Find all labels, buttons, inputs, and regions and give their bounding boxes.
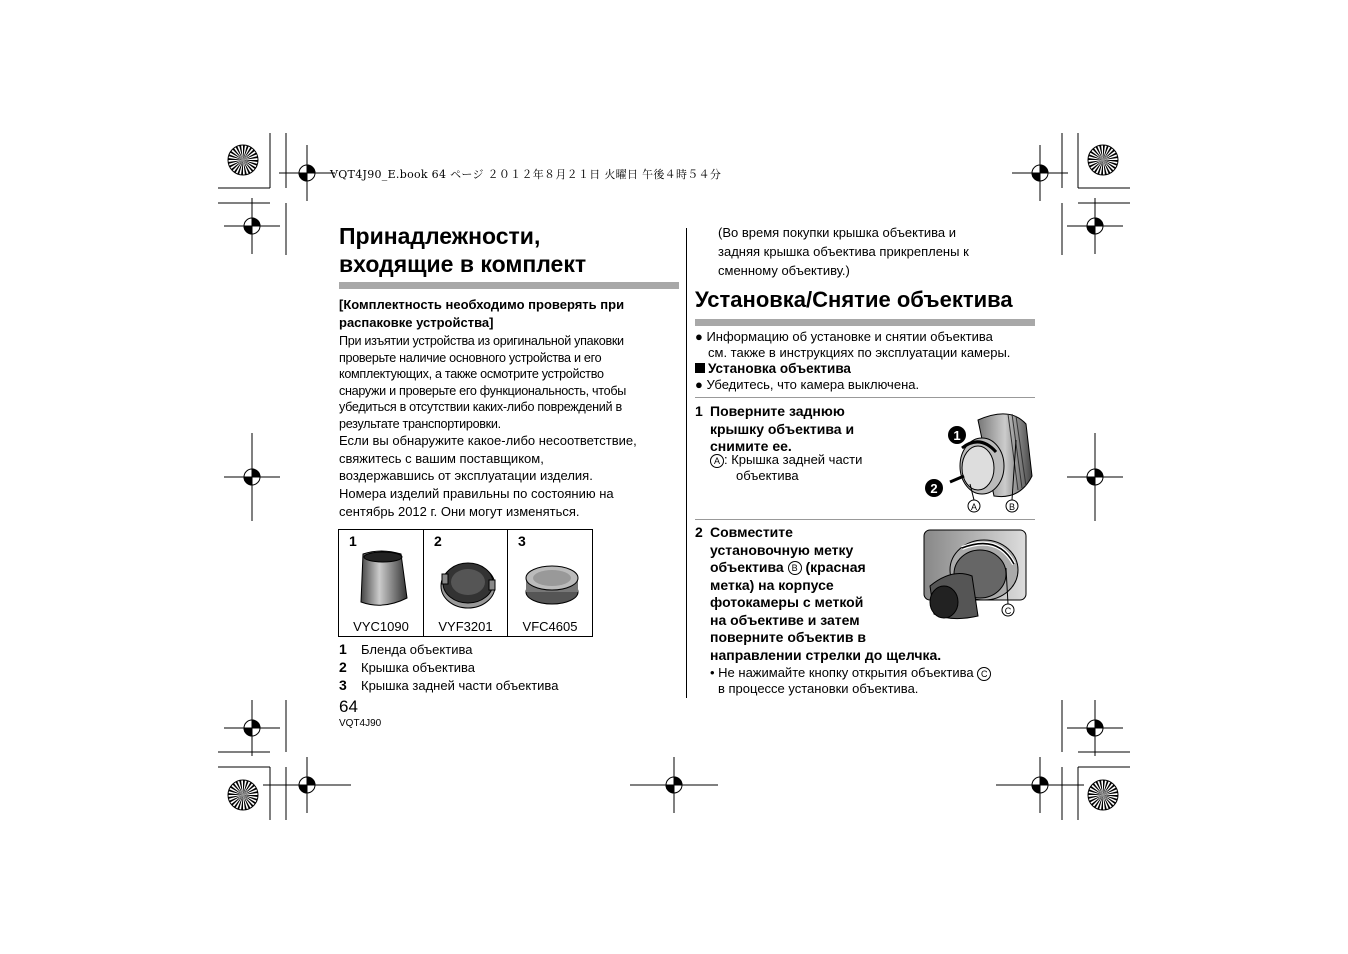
intro-line: убедиться в отсутствии каких-либо повреждений в xyxy=(339,400,622,415)
step-1-caption-line1: : Крышка задней части xyxy=(724,452,863,467)
legend-number: 1 xyxy=(339,641,347,657)
rear-cap-removal-figure xyxy=(920,404,1038,518)
step-1-line: снимите ее. xyxy=(710,438,792,454)
step-number: 2 xyxy=(695,524,703,540)
purchase-note-line: (Во время покупки крышка объектива и xyxy=(718,225,957,240)
intro-line: При изъятии устройства из оригинальной упаковки xyxy=(339,334,624,348)
step-1-line: Поверните заднюю xyxy=(710,403,845,419)
fig-label-b: B xyxy=(1008,502,1016,512)
intro-line: результате транспортировки. xyxy=(339,416,501,431)
accessories-table xyxy=(338,529,593,637)
install-heading xyxy=(695,361,851,376)
accessory-number: 2 xyxy=(434,533,442,549)
step-2-line: метка) на корпусе xyxy=(710,576,834,593)
purchase-note-line: сменному объективу.) xyxy=(718,263,850,278)
purchase-note-line: задняя крышка объектива прикреплены к xyxy=(718,244,969,259)
purchase-note xyxy=(718,223,1038,280)
legend-item xyxy=(339,677,558,693)
mismatch-line: Если вы обнаружите какое-либо несоответствие, xyxy=(339,433,637,448)
section-underline-bar xyxy=(695,319,1035,326)
accessories-title-line2: входящие в комплект xyxy=(339,251,587,277)
legend-text: Крышка задней части объектива xyxy=(361,678,559,693)
step-number: 1 xyxy=(695,403,703,419)
step-2-note-text: • Не нажимайте кнопку открытия объектива xyxy=(710,665,978,680)
mismatch-line: свяжитесь с вашим поставщиком, xyxy=(339,450,544,466)
step-2-line: установочную метку xyxy=(710,541,854,558)
accessory-cell xyxy=(508,530,593,637)
legend-item xyxy=(339,641,472,657)
step-2-line: фотокамеры с меткой xyxy=(710,594,864,610)
lens-cap-image xyxy=(434,548,500,610)
rear-cap-image xyxy=(518,548,584,610)
check-note-line2: распаковке устройства] xyxy=(339,315,494,330)
column-divider xyxy=(686,228,687,698)
step-2-line: на объективе и затем xyxy=(710,611,860,628)
intro-line: проверьте наличие основного устройства и его xyxy=(339,350,602,365)
page-number: 64 xyxy=(339,697,358,716)
accessory-code: VYC1090 xyxy=(353,619,409,634)
section-title: Установка/Снятие объектива xyxy=(695,287,1013,312)
step-1-caption xyxy=(710,452,910,484)
fig-label-2: 2 xyxy=(930,481,938,496)
bullet-power-off: ● Убедитесь, что камера выключена. xyxy=(695,377,920,392)
legend-text: Бленда объектива xyxy=(361,642,473,657)
starburst-target xyxy=(1088,780,1118,810)
mismatch-paragraph xyxy=(339,432,679,485)
title-underline-bar xyxy=(339,282,679,289)
legend-text: Крышка объектива xyxy=(361,660,476,675)
accessories-title-line1: Принадлежности, xyxy=(339,223,541,249)
intro-line: снаружи и проверьте его функциональность, чтобы xyxy=(339,383,627,398)
step-divider xyxy=(695,397,1035,398)
install-heading-text: Установка объектива xyxy=(708,361,851,376)
legend-number: 2 xyxy=(339,659,347,675)
accessory-cell xyxy=(424,530,508,637)
marker-b: B xyxy=(788,561,802,575)
step-1-caption-line2: объектива xyxy=(736,468,799,483)
accessory-code: VFC4605 xyxy=(522,619,578,634)
step-2-note xyxy=(710,665,1040,697)
bullet-info-line1: ● Информацию об установке и снятии объектива xyxy=(695,329,993,344)
legend-number: 3 xyxy=(339,677,347,693)
fig-label-a: A xyxy=(970,502,978,512)
numbers-line: сентябрь 2012 г. Они могут изменяться. xyxy=(339,503,580,519)
accessory-number: 1 xyxy=(349,533,357,549)
lens-hood-image xyxy=(349,548,415,610)
bullet-info-line2: см. также в инструкциях по эксплуатации камеры. xyxy=(708,345,1011,360)
print-header-line: VQT4J90_E.book 64 ページ ２０１２年８月２１日 火曜日 午後４時５４分 xyxy=(330,168,722,181)
accessory-code: VYF3201 xyxy=(438,619,493,634)
marker-a: A xyxy=(710,454,724,468)
starburst-target xyxy=(1088,145,1118,175)
step-2-line: (красная xyxy=(801,559,866,575)
lens-mount-figure xyxy=(922,528,1034,620)
document-code: VQT4J90 xyxy=(339,718,382,729)
numbers-paragraph xyxy=(339,485,679,520)
step-1 xyxy=(695,403,915,456)
starburst-target xyxy=(228,145,258,175)
bullet-info xyxy=(695,329,1040,361)
numbers-line: Номера изделий правильны по состоянию на xyxy=(339,486,614,501)
intro-paragraph xyxy=(339,333,679,433)
legend-item xyxy=(339,659,475,675)
fig-label-1: 1 xyxy=(953,428,961,443)
intro-line: комплектующих, а также осмотрите устройство xyxy=(339,367,604,382)
check-note xyxy=(339,296,669,332)
starburst-target xyxy=(228,780,258,810)
square-bullet-icon xyxy=(695,363,705,373)
step-2-line: поверните объектив в xyxy=(710,629,866,645)
step-2-note-line2: в процессе установки объектива. xyxy=(718,681,919,696)
step-2-line: Совместите xyxy=(710,524,793,540)
marker-c: C xyxy=(977,667,991,681)
accessories-title xyxy=(339,222,679,278)
fig-label-c: C xyxy=(1004,606,1012,616)
step-1-line: крышку объектива и xyxy=(710,420,855,437)
step-divider xyxy=(695,519,1035,520)
check-note-line1: [Комплектность необходимо проверять при xyxy=(339,297,625,312)
accessory-cell xyxy=(339,530,424,637)
step-2-line: направлении стрелки до щелчка. xyxy=(710,646,942,663)
mismatch-line: воздержавшись от эксплуатации изделия. xyxy=(339,468,593,483)
accessory-number: 3 xyxy=(518,533,526,549)
step-2-line: объектива xyxy=(710,559,788,575)
